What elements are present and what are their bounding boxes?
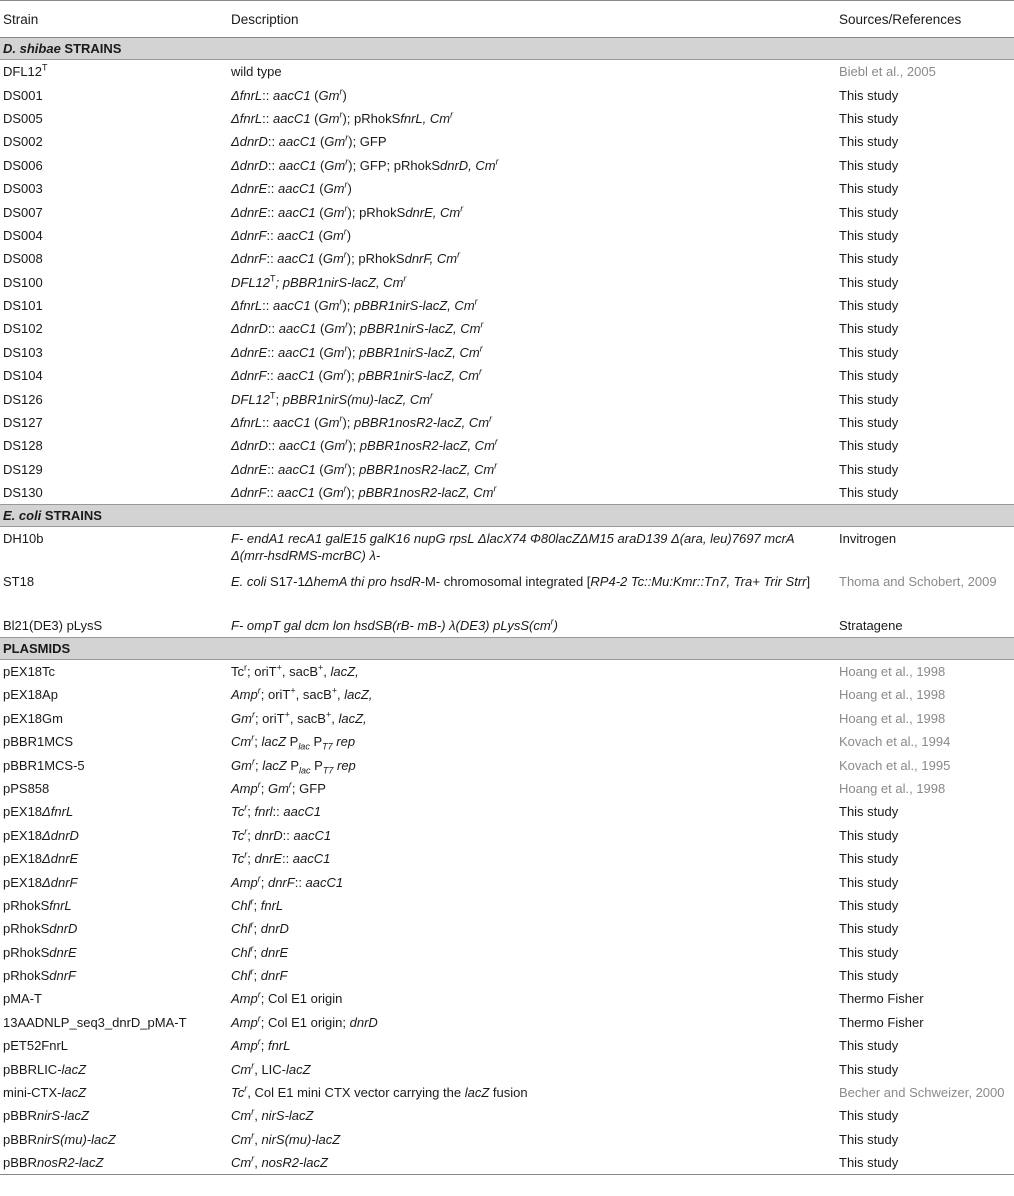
table-row: pPS858 Amp$^r$; Gm$^r$; GFP Hoang et al., 1998	[3, 779, 946, 796]
header-strain: Strain	[0, 1, 228, 38]
table-row: DS102 ΔdnrD:: aacC1 (Gm$^r$); pBBR1nirS-lacZ, Cm$^r$ This study	[3, 320, 899, 337]
header-description: Description	[228, 1, 836, 38]
table-row: pBBRnirS-lacZ Cm$^r$, nirS-lacZ This study	[3, 1107, 899, 1124]
table-row: DS001 ΔfnrL:: aacC1 (Gm$^r$) This study	[3, 86, 899, 103]
section-plasmids: PLASMIDS	[0, 637, 1014, 659]
table-row: DS130 ΔdnrF:: aacC1 (Gm$^r$); pBBR1nosR2-lacZ, Cm$^r$ This study	[3, 483, 899, 501]
table-row: DS005 ΔfnrL:: aacC1 (Gm$^r$); pRhokSfnrL, Cm$^r$ This study	[3, 109, 899, 126]
table-row: DS127 ΔfnrL:: aacC1 (Gm$^r$); pBBR1nosR2-lacZ, Cm$^r$ This study	[3, 413, 899, 431]
table-row: pEX18ΔdnrF Amp$^r$; dnrF:: aacC1 This study	[3, 873, 899, 890]
table-row: pEX18Tc Tc$^r$; oriT+, sacB+, lacZ, Hoang et al., 1998	[3, 662, 946, 679]
table-row: pEX18ΔdnrE Tc$^r$; dnrE:: aacC1 This study	[3, 849, 899, 867]
table-row: Bl21(DE3) pLysS F- ompT gal dcm lon hsdSB(rB- mB-) λ(DE3) $pLysS(cm^r)$ Stratagene	[3, 616, 903, 633]
table-header	[0, 1, 1014, 38]
table-row: pRhokSdnrF Chl$^r$; dnrF This study	[3, 966, 899, 984]
table-row: DS104 ΔdnrF:: aacC1 (Gm$^r$); pBBR1nirS-lacZ, Cm$^r$ This study	[3, 366, 899, 384]
table-row: ST18 E. coli S17-1ΔhemA thi pro hsdR-M- chromosomal integrated [RP4-2 Tc::Mu:Kmr::Tn7, Tra+ Trir Strr] Thoma and Schobert, 2009	[3, 574, 997, 590]
table-row: $DFL12^T$ wild type Biebl et al., 2005	[3, 62, 936, 80]
table-row: DS003 ΔdnrE:: aacC1 (Gm$^r$) This study	[3, 179, 899, 197]
table-row: pEX18ΔdnrD Tc$^r$; dnrD:: aacC1 This study	[3, 826, 899, 843]
table-row: DS101 ΔfnrL:: aacC1 (Gm$^r$); pBBR1nirS-lacZ, Cm$^r$ This study	[3, 296, 899, 314]
table-row: DS126 $DFL12^T$; pBBR1nirS(mu)-lacZ, Cm$^r$ This study	[3, 390, 899, 407]
table-row: pBBRLIC-lacZ Cm$^r$, LIC-lacZ This study	[3, 1060, 899, 1077]
table-row: pBBRnirS(mu)-lacZ Cm$^r$, nirS(mu)-lacZ This study	[3, 1130, 899, 1147]
table-row: pBBRnosR2-lacZ Cm$^r$, nosR2-lacZ This study	[0, 1151, 1014, 1175]
table-row: pEX18ΔfnrL Tc$^r$; fnrl:: aacC1 This study	[3, 803, 899, 820]
table-row: 13AADNLP_seq3_dnrD_pMA-T Amp$^r$; Col E1 origin; dnrD Thermo Fisher	[3, 1013, 924, 1030]
table-row: pBBR1MCS Cm$^r$; lacZ $P_{lac}$ $P_{T7}$ rep Kovach et al., 1994	[3, 732, 951, 752]
table-row: DS004 ΔdnrF:: aacC1 (Gm$^r$) This study	[3, 226, 899, 243]
table-row: pRhokSdnrD Chl$^r$; dnrD This study	[3, 919, 899, 937]
table-row: DS100 $DFL12^T$; pBBR1nirS-lacZ, Cm$^r$ This study	[3, 273, 899, 290]
table-row: pBBR1MCS-5 Gm$^r$; lacZ $P_{lac}$ $P_{T7}$ rep Kovach et al., 1995	[3, 756, 951, 776]
table-row: pEX18Ap Amp$^r$; oriT+, sacB+, lacZ, Hoang et al., 1998	[3, 686, 946, 703]
table-row: DH10b F- endA1 recA1 galE15 galK16 nupG rpsL ΔlacX74 Φ80lacZΔM15 araD139 Δ(ara, leu)7697 mcrA Δ(mrr-hsdRMS-mcrBC) λ- Invitrogen	[3, 531, 897, 564]
header-sources: Sources/References	[836, 1, 1014, 38]
table-row: DS128 ΔdnrD:: aacC1 (Gm$^r$); pBBR1nosR2-lacZ, Cm$^r$ This study	[3, 437, 899, 454]
table-row: DS129 ΔdnrE:: aacC1 (Gm$^r$); pBBR1nosR2-lacZ, Cm$^r$ This study	[3, 460, 899, 477]
table-row: DS006 ΔdnrD:: aacC1 (Gm$^r$); GFP; pRhokSdnrD, Cm$^r$ This study	[3, 156, 899, 173]
table-row: DS002 ΔdnrD:: aacC1 (Gm$^r$); GFP This study	[3, 133, 899, 150]
table-row: pEX18Gm Gm$^r$; oriT+, sacB+, lacZ, Hoang et al., 1998	[3, 709, 946, 726]
table-row: DS007 ΔdnrE:: aacC1 (Gm$^r$); pRhokSdnrE, Cm$^r$ This study	[3, 203, 899, 220]
table-row: pRhokSdnrE Chl$^r$; dnrE This study	[3, 943, 899, 960]
table-row: DS008 ΔdnrF:: aacC1 (Gm$^r$); pRhokSdnrF, Cm$^r$ This study	[3, 249, 899, 267]
section-dshibae: D. shibae STRAINS	[0, 38, 1014, 60]
table-row: pET52FnrL Amp$^r$; fnrL This study	[3, 1036, 899, 1054]
table-row: pRhokSfnrL Chl$^r$; fnrL This study	[3, 896, 899, 913]
section-ecoli: E. coli STRAINS	[0, 505, 1014, 527]
table-row: DS103 ΔdnrE:: aacC1 (Gm$^r$); pBBR1nirS-lacZ, Cm$^r$ This study	[3, 343, 899, 360]
table-row: mini-CTX-lacZ Tc$^r$, Col E1 mini CTX vector carrying the lacZ fusion Becher and Schweizer, 2000	[3, 1083, 1005, 1101]
table-row: pMA-T Amp$^r$; Col E1 origin Thermo Fisher	[3, 990, 924, 1007]
